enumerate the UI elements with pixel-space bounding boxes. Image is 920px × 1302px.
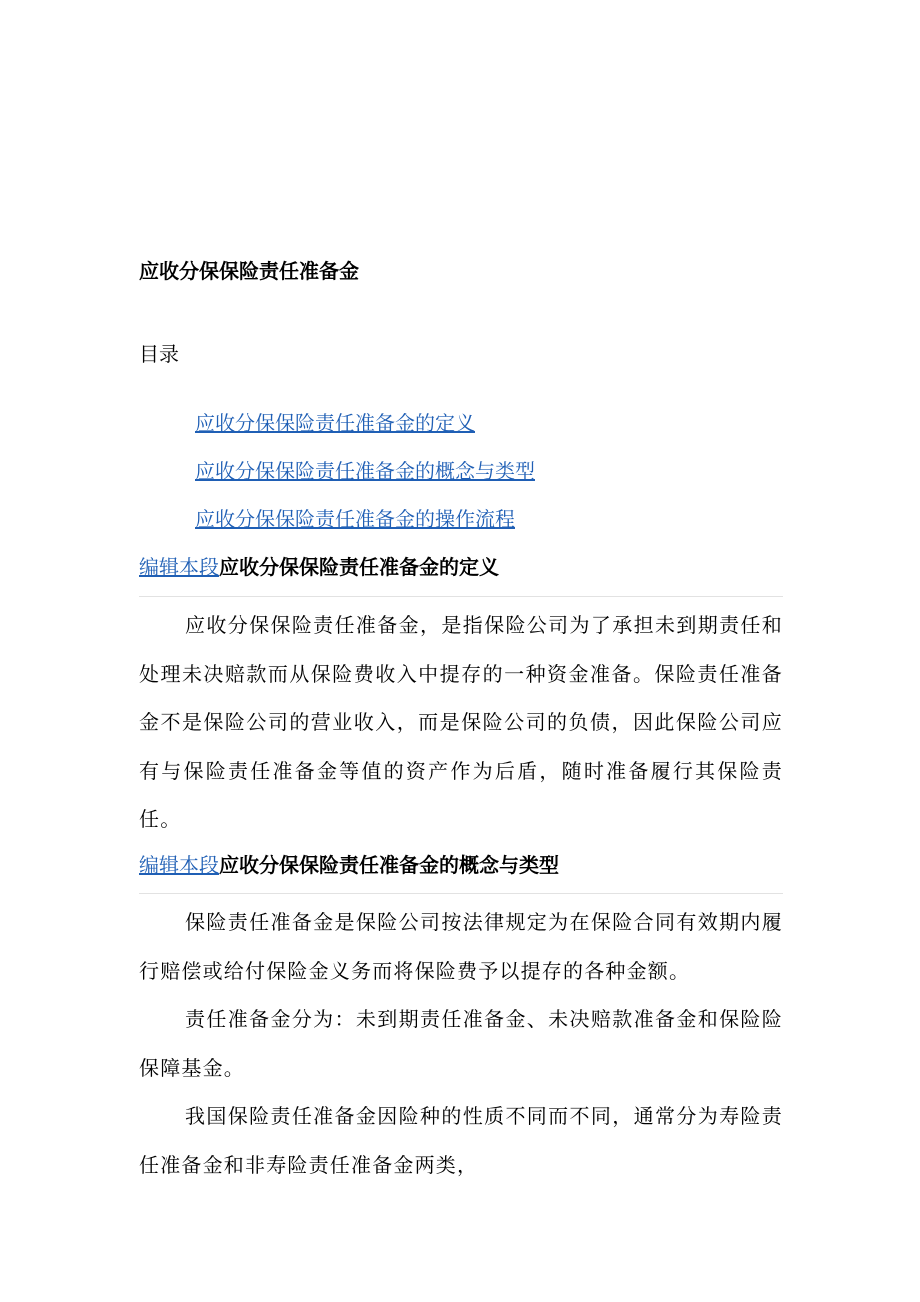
- edit-section-link[interactable]: 编辑本段: [139, 853, 219, 877]
- toc-link-definition[interactable]: 应收分保保险责任准备金的定义: [195, 411, 475, 435]
- edit-section-link[interactable]: 编辑本段: [139, 555, 219, 579]
- toc-link-process[interactable]: 应收分保保险责任准备金的操作流程: [195, 507, 515, 531]
- toc-link-concept-types[interactable]: 应收分保保险责任准备金的概念与类型: [195, 459, 535, 483]
- paragraph: 责任准备金分为：未到期责任准备金、未决赔款准备金和保险险保障基金。: [139, 1007, 783, 1080]
- section-title: 应收分保保险责任准备金的概念与类型: [219, 853, 559, 877]
- section-divider: [139, 596, 783, 597]
- toc-heading: 目录: [139, 342, 179, 366]
- section-divider: [139, 893, 783, 894]
- document-title: 应收分保保险责任准备金: [139, 259, 359, 283]
- paragraph: 应收分保保险责任准备金，是指保险公司为了承担未到期责任和处理未决赔款而从保险费收入中提存的一种资金准备。保险责任准备金不是保险公司的营业收入，而是保险公司的负债，因此保险公司应有与保险责任准备金等值的资产作为后盾，随时准备履行其保险责任。: [139, 613, 783, 831]
- section-heading-concept-types: [139, 851, 559, 879]
- section-title: 应收分保保险责任准备金的定义: [219, 555, 499, 579]
- paragraph: 保险责任准备金是保险公司按法律规定为在保险合同有效期内履行赔偿或给付保险金义务而将保险费予以提存的各种金额。: [139, 910, 783, 983]
- paragraph: 我国保险责任准备金因险种的性质不同而不同，通常分为寿险责任准备金和非寿险责任准备金两类，: [139, 1104, 783, 1177]
- section-heading-definition: [139, 553, 499, 581]
